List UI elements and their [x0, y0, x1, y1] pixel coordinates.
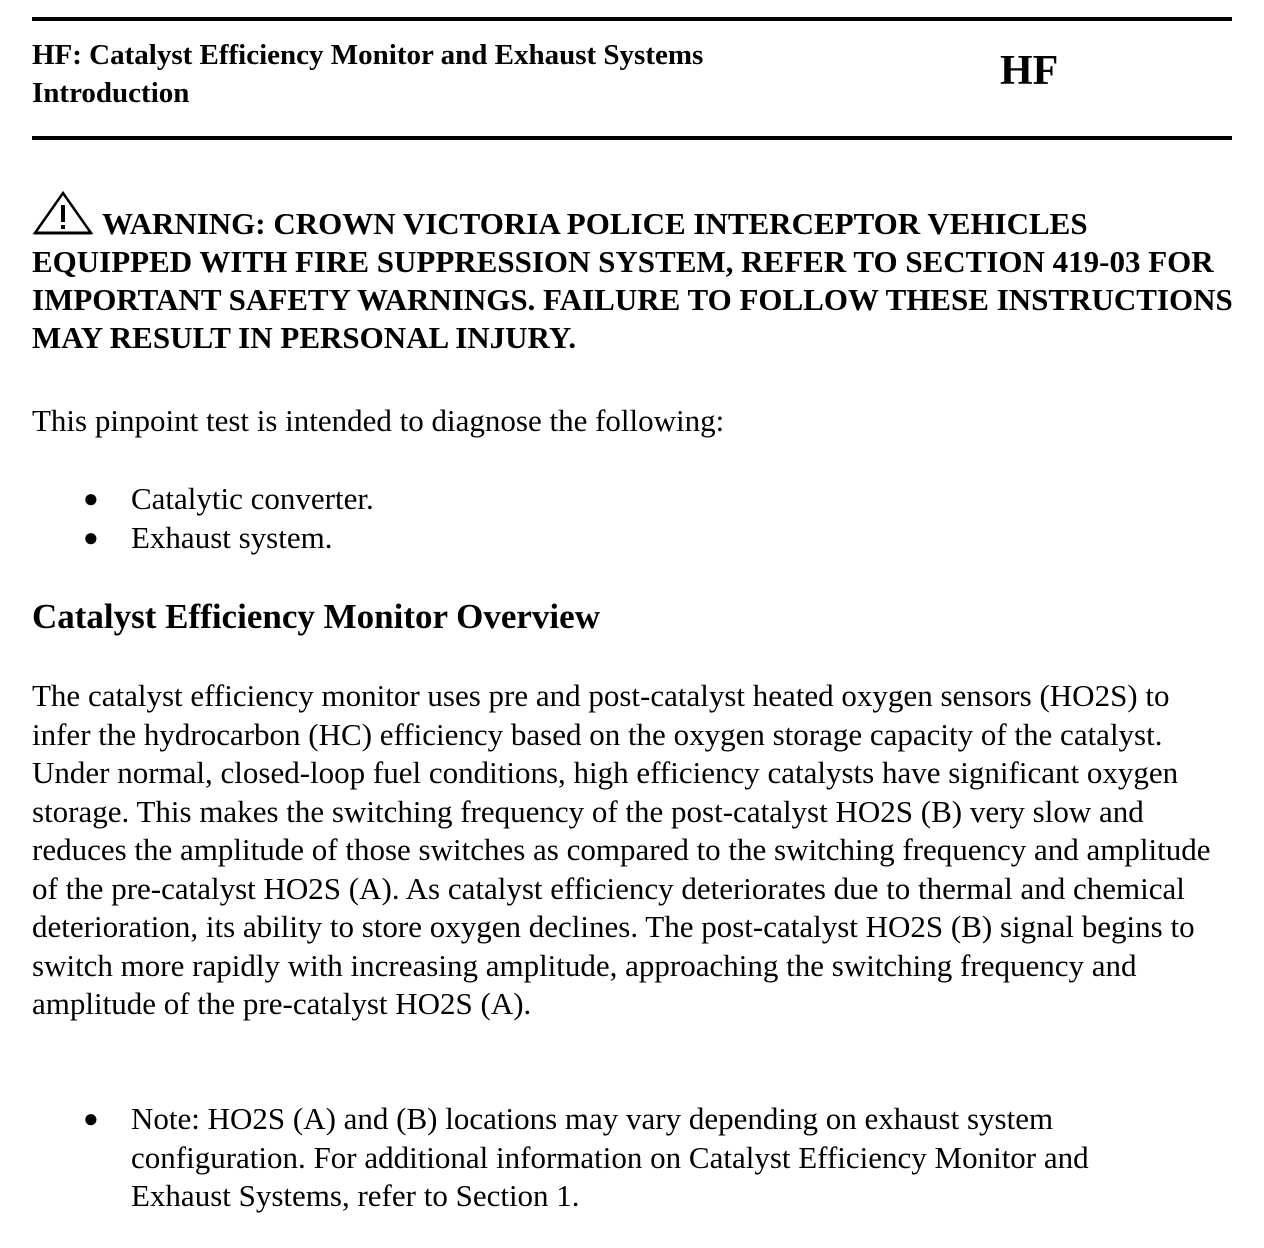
overview-paragraph: The catalyst efficiency monitor uses pre and post-catalyst heated oxygen sensors (HO2S) to infer the hydrocarbon (HC) efficiency based on the oxygen storage capacity of the catalyst. Under normal, closed-loop fuel conditions, high efficiency catalysts have significant oxygen storage. This makes the switching frequency of the post-catalyst HO2S (B) very slow and reduces the amplitude of those switches as compared to the switching frequency and amplitude of the pre-catalyst HO2S (A). As catalyst efficiency deteriorates due to thermal and chemical deterioration, its ability to store oxygen declines. The post-catalyst HO2S (B) signal begins to switch more rapidly with increasing amplitude, approaching the switching frequency and amplitude of the pre-catalyst HO2S (A).: [32, 678, 1211, 1021]
list-item: [32, 480, 1232, 519]
note-list: [32, 1100, 1172, 1216]
list-item: [32, 519, 1232, 558]
header-title: [32, 36, 932, 112]
overview-heading: Catalyst Efficiency Monitor Overview: [32, 597, 600, 636]
list-item-text: Catalytic converter.: [131, 481, 374, 516]
section-code: HF: [1000, 48, 1059, 94]
warning-block: [32, 190, 1242, 357]
header-bottom-rule: [32, 136, 1232, 140]
warning-text: WARNING: CROWN VICTORIA POLICE INTERCEPTOR VEHICLES EQUIPPED WITH FIRE SUPPRESSION SYSTEM, REFER TO SECTION 419-03 FOR IMPORTANT SAFETY WARNINGS. FAILURE TO FOLLOW THESE INSTRUCTIONS MAY RESULT IN PERSONAL INJURY.: [32, 206, 1233, 355]
header-top-rule: [32, 17, 1232, 21]
note-text: Note: HO2S (A) and (B) locations may vary depending on exhaust system configuration. For additional information on Catalyst Efficiency Monitor and Exhaust Systems, refer to Section 1.: [131, 1101, 1089, 1213]
intro-text: This pinpoint test is intended to diagnose the following:: [32, 403, 725, 438]
warning-triangle-icon: [32, 190, 94, 236]
list-item: [32, 1100, 1172, 1216]
bullet-icon: ●: [83, 484, 99, 513]
bullet-icon: ●: [83, 1104, 99, 1133]
header-title-line2: Introduction: [32, 77, 190, 109]
header-title-line1: HF: Catalyst Efficiency Monitor and Exhaust Systems: [32, 39, 704, 71]
bullet-icon: ●: [83, 522, 99, 552]
list-item-text: Exhaust system.: [131, 519, 333, 555]
diagnose-list: [32, 480, 1232, 557]
